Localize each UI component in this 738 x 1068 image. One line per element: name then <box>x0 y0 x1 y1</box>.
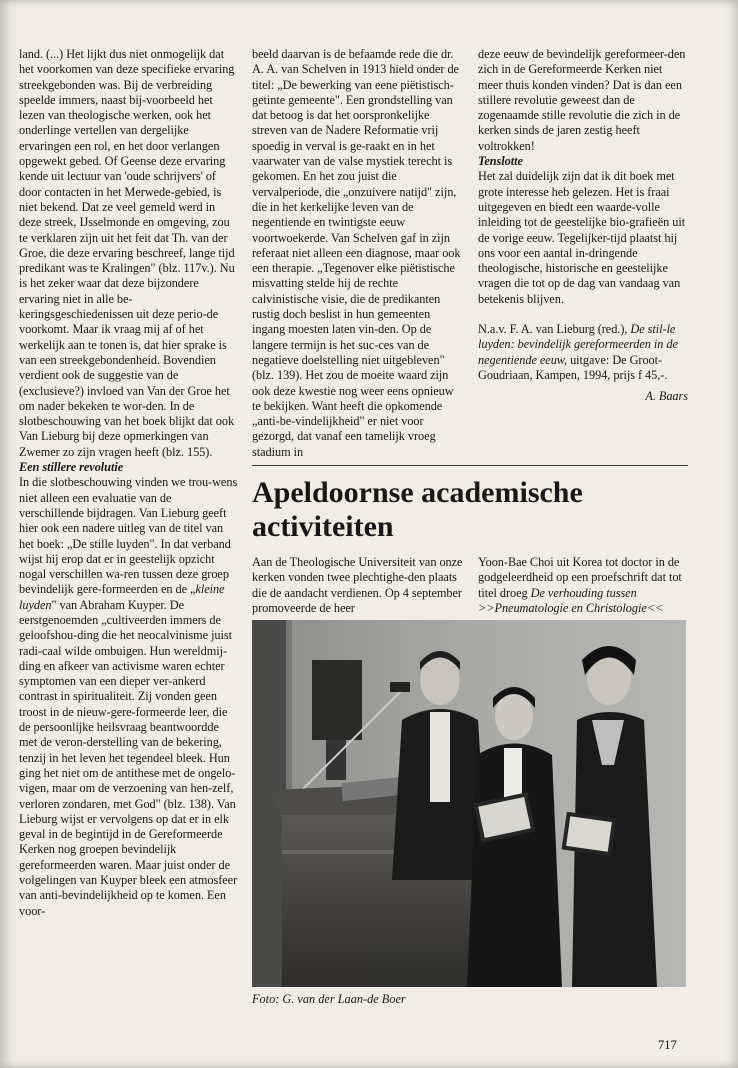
page-number: 717 <box>658 1038 677 1052</box>
ceremony-photo <box>252 620 686 987</box>
article2-intro-text-right: Yoon-Bae Choi uit Korea tot doctor in de godgeleerdheid op een proefschrift dat tot titel droeg De verhouding tussen >>Pneumatologie en Christologie<< <box>478 555 682 615</box>
column-3 <box>478 47 688 405</box>
book-reference: N.a.v. F. A. van Lieburg (red.), De stil-le luyden: bevindelijk gereformeerden in de negentiende eeuw, uitgave: De Groot-Goudriaan, Kampen, 1994, prijs f 45,-. <box>478 322 678 382</box>
author-signature: A. Baars <box>645 389 688 404</box>
article2-intro-left <box>252 555 464 616</box>
article-headline: Apeldoornse academische activiteiten <box>252 476 583 543</box>
subheading-tenslotte: Tenslotte <box>478 154 523 169</box>
article2-intro-text: Aan de Theologische Universiteit van onze kerken vonden twee plechtighe-den plaats die de aandacht verdienen. Op 4 september promoveerde de heer <box>252 555 463 615</box>
subheading-stillere-revolutie: Een stillere revolutie <box>19 460 124 475</box>
column3-paragraph-2: Het zal duidelijk zijn dat ik dit boek met grote interesse heb gelezen. Het is fraai uitgegeven en biedt een waarde-volle inleiding tot de geestelijke bio-grafieën uit de vorige eeuw. Tegelijker-tijd plaatst hij ons voor een aantal in-dringende theologische, historische en geestelijke vragen die tot op de dag van vandaag van betekenis blijven. <box>478 169 686 306</box>
article2-intro-right <box>478 555 688 616</box>
column1-paragraph-2: In die slotbeschouwing vinden we trou-wens niet alleen een evaluatie van de verschillende bijdragen. Van Lieburg geeft hier ook een nadere uitleg van de titel van het boek: „De stille luyden". In dat verband wijst hij erop dat er in geestelijk opzicht nogal verschillen wa-ren tussen deze groep bevindelijk gere-formeerden en de „kleine luyden" van Abraham Kuyper. De eerstgenoemden „cultiveerden immers de geloofshou-ding die het neocalvinisme juist radi-caal wilde ombuigen. Hun wereldmij-ding en afkeer van activisme waren echter symptomen van een dieper ver-ankerd contrast in spiritualiteit. Zij vonden geen troost in de nieuw-gere-formeerde leer, die de persoonlijke heilsvraag beantwoordde met de veron-derstelling van de bekering, tenzij in het leven het tegendeel bleek. Hun ging het niet om de antithese met de ongelo-vigen, maar om de verzoening van hen-zelf, verloren zondaren, met God" (blz. 138). Van Lieburg wijst er vervolgens op dat er in elk geval in de begintijd in de Gereformeerde Kerken nog groepen bevindelijk gereformeerden waren. Maar juist onder de volgelingen van Kuyper bleek een atmosfeer van anti-bevindelijkheid op te komen. Een voor- <box>19 475 238 918</box>
column-2 <box>252 47 464 460</box>
photo-illustration <box>252 620 686 987</box>
photo-caption: Foto: G. van der Laan-de Boer <box>252 992 406 1006</box>
column1-paragraph-1: land. (...) Het lijkt dus niet onmogelijk dat het voorkomen van deze specifieke ervaring streekgebonden was. Bij de verbreiding speelde immers, naast bij-voorbeeld het lezen van theologische werken, ook het onderlinge vertellen van dergelijke ervaringen een rol, en het door verlangen opgewekt gebed. Of Geense deze ervaring kende uit lectuur van 'oude schrijvers' of door contacten in het Merwede-gebied, is niet bekend. Dat ze veel gemeld werd in deze streek, IJsselmonde en omgeving, zou te verklaren zijn uit het feit dat Th. van der Groe, die deze ervaring beschreef, lange tijd predikant was te Kralingen" (blz. 117v.). Nu is het zeker waar dat deze bijzondere ervaring niet in alle be-keringsgeschiedenissen uit deze perio-de voorkomt. Maar ik vraag mij af of het werkelijk aan te tonen is, dat hier sprake is van een streekgebondenheid. Bovendien verdient ook de suggestie van de (exclusieve?) invloed van Van der Groe het om nader bekeken te wor-den. In de slotbeschouwing van het boek blijkt dat ook Van Lieburg bij deze opmerkingen van Zwemer zo zijn vragen heeft (blz. 155). <box>19 47 235 459</box>
column2-paragraph-1: beeld daarvan is de befaamde rede die dr. A. A. van Schelven in 1913 hield onder de titel: „De bewerking van eene piëtistisch-getinte gemeente". Een grondstelling van dat betoog is dat het oorspronkelijke streven van de Nadere Reformatie vrij spoedig in verval is ge-raakt en in het vaarwater van de valse mystiek terecht is gekomen. En het zou juist die vervalperiode, die „onzuivere natijd" zijn, die in het kerkelijke leven van de negentiende en twintigste eeuw voortwoekerde. Van Schelven gaf in zijn referaat niet alleen een diagnose, maar ook een therapie. „Tegenover elke piëtistische misvatting stelde hij de rechte calvinistische visie, die de predikanten rustig doch beslist in hun gemeenten ingang moesten laten vin-den. Op de langere termijn is het suc-ces van de negatieve doelstelling niet uitgebleven" (blz. 139). Het zou de moeite waard zijn ook deze kwestie nog weer eens opnieuw te bekijken. Want heeft die opkomende „anti-be-vindelijkheid" er niet voor gezorgd, dat vanaf een tamelijk vroeg stadium in <box>252 47 461 459</box>
section-divider <box>252 465 688 466</box>
column3-paragraph-1: deze eeuw de bevindelijk gereformeer-den zich in de Gereformeerde Kerken niet meer thuis konden vinden? Dat is dan een stillere revolutie geweest dan de zogenaamde stille revolutie die zich in de kerken sinds de jaren zestig heeft voltrokken! <box>478 47 686 153</box>
column-1 <box>19 47 239 919</box>
